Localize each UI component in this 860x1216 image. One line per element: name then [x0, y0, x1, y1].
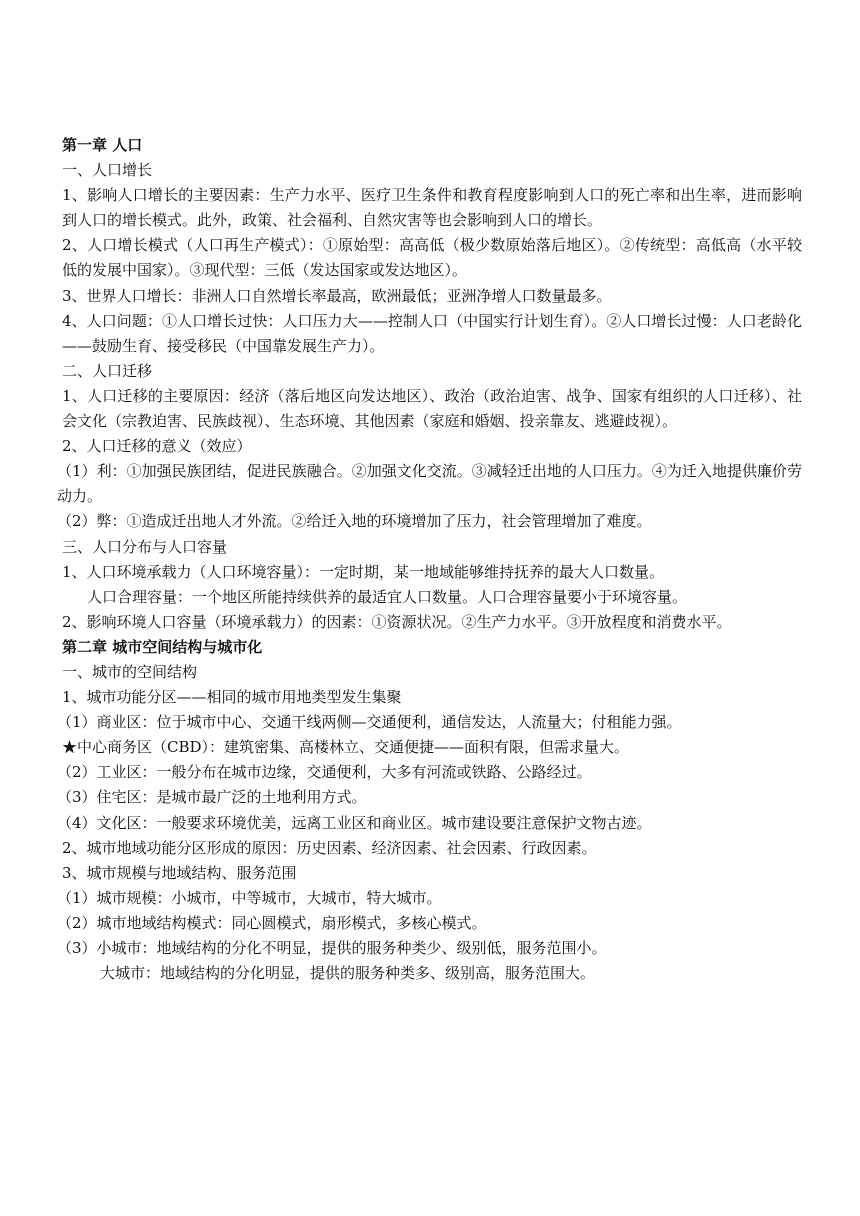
text-line: 2、人口增长模式（人口再生产模式）：①原始型：高高低（极少数原始落后地区）。②传统型：高低高（水平较低的发展中国家）。③现代型：三低（发达国家或发达地区）。 [62, 236, 802, 280]
text-line: 大城市：地域结构的分化明显，提供的服务种类多、级别高，服务范围大。 [100, 964, 596, 983]
text-line: （2）工业区：一般分布在城市边缘，交通便利，大多有河流或铁路、公路经过。 [57, 763, 592, 782]
document-body [57, 133, 802, 986]
text-line: 1、影响人口增长的主要因素：生产力水平、医疗卫生条件和教育程度影响到人口的死亡率和出生率，进而影响到人口的增长模式。此外，政策、社会福利、自然灾害等也会影响到人口的增长。 [62, 186, 802, 230]
text-line: 二、人口迁移 [62, 361, 153, 380]
chapter-heading: 第二章 城市空间结构与城市化 [62, 637, 263, 656]
text-line: （2）弊：①造成迁出地人才外流。②给迁入地的环境增加了压力，社会管理增加了难度。 [57, 512, 652, 531]
chapter-heading: 第一章 人口 [62, 136, 143, 154]
text-line: 三、人口分布与人口容量 [62, 537, 228, 556]
text-line: （1）商业区：位于城市中心、交通干线两侧—交通便利，通信发达，人流量大；付租能力强。 [57, 713, 682, 732]
text-line: 4、人口问题：①人口增长过快：人口压力大——控制人口（中国实行计划生育）。②人口增长过慢：人口老龄化——鼓励生育、接受移民（中国靠发展生产力）。 [62, 311, 802, 355]
text-line: （3）住宅区：是城市最广泛的土地利用方式。 [57, 788, 367, 807]
text-line: （1）城市规模：小城市，中等城市，大城市，特大城市。 [57, 888, 442, 907]
text-line: 1、人口迁移的主要原因：经济（落后地区向发达地区）、政治（政治迫害、战争、国家有组织的人口迁移）、社会文化（宗教迫害、民族歧视）、生态环境、其他因素（家庭和婚姻、投亲靠友、逃避歧视）。 [62, 386, 802, 431]
text-line: ★中心商务区（CBD）：建筑密集、高楼林立、交通便捷——面积有限，但需求量大。 [62, 738, 630, 757]
text-line: 一、城市的空间结构 [62, 662, 198, 681]
text-line: 1、人口环境承载力（人口环境容量）：一定时期，某一地域能够维持抚养的最大人口数量。 [62, 562, 665, 581]
text-line: 3、世界人口增长：非洲人口自然增长率最高，欧洲最低；亚洲净增人口数量最多。 [62, 286, 612, 305]
text-line: 一、人口增长 [62, 161, 153, 180]
text-line: （2）城市地域结构模式：同心圆模式，扇形模式，多核心模式。 [57, 913, 487, 932]
text-line: 1、城市功能分区——相同的城市用地类型发生集聚 [62, 688, 402, 707]
text-line: 2、人口迁移的意义（效应） [62, 437, 252, 456]
text-line: （3）小城市：地域结构的分化不明显，提供的服务种类少、级别低，服务范围小。 [57, 939, 607, 957]
text-line: （4）文化区：一般要求环境优美，远离工业区和商业区。城市建设要注意保护文物古迹。 [57, 813, 652, 832]
text-line: 人口合理容量：一个地区所能持续供养的最适宜人口数量。人口合理容量要小于环境容量。 [87, 587, 688, 606]
text-line: 2、城市地域功能分区形成的原因：历史因素、经济因素、社会因素、行政因素。 [62, 838, 597, 857]
text-line: 2、影响环境人口容量（环境承载力）的因素：①资源状况。②生产力水平。③开放程度和消费水平。 [62, 612, 732, 631]
text-line: 3、城市规模与地域结构、服务范围 [62, 863, 297, 882]
text-line: （1）利：①加强民族团结，促进民族融合。②加强文化交流。③减轻迁出地的人口压力。④为迁入地提供廉价劳动力。 [57, 462, 802, 506]
